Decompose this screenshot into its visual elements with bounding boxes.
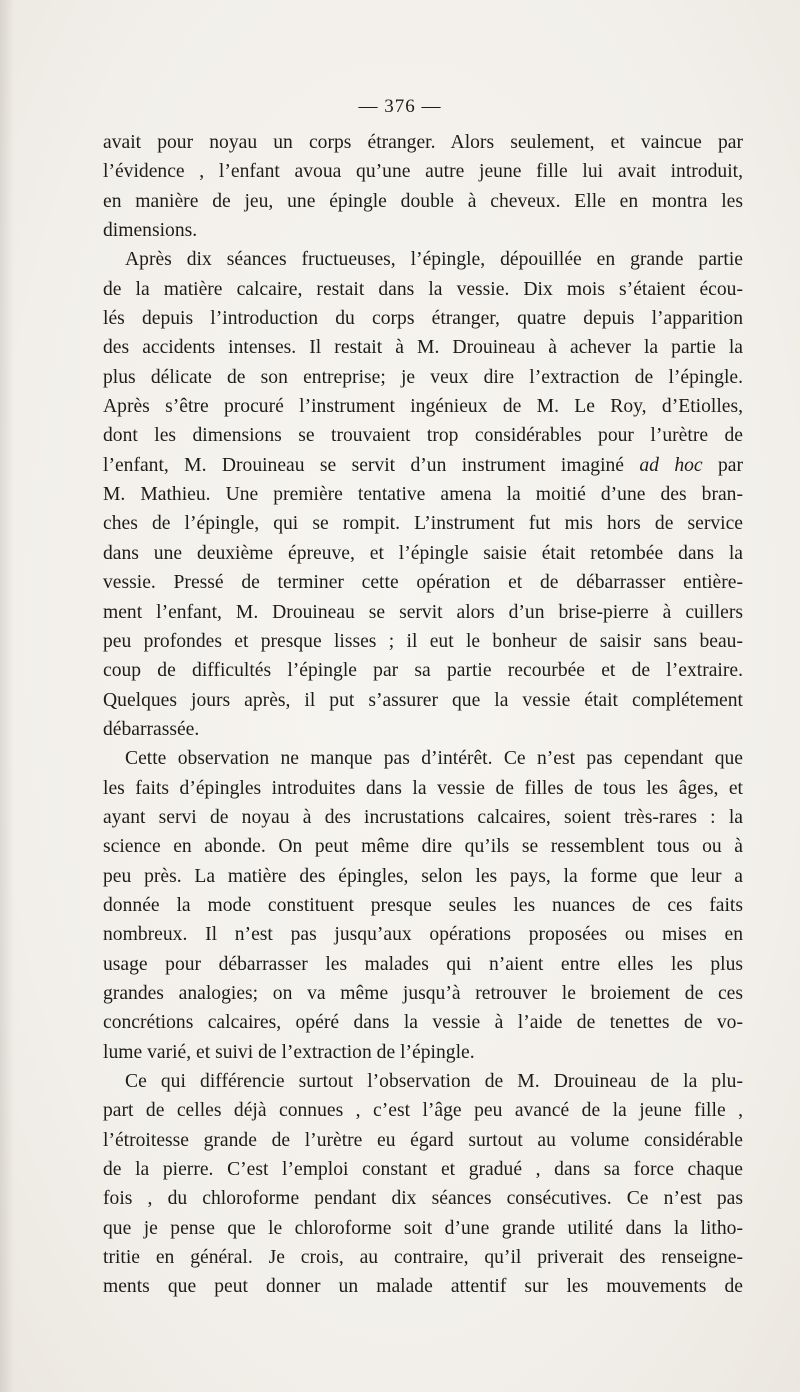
text-line: de la pierre. C’est l’emploi constant et gradué , dans sa force chaque [103, 1159, 743, 1181]
text-line: ments que peut donner un malade attentif sur les mouvements de [103, 1276, 743, 1298]
text-line: l’enfant, M. Drouineau se servit d’un instrument imaginé ad hoc par [103, 454, 743, 476]
text-line: fois , du chloroforme pendant dix séances consécutives. Ce n’est pas [103, 1188, 743, 1210]
text-line: nombreux. Il n’est pas jusqu’aux opérations proposées ou mises en [103, 924, 743, 946]
text-line: lés depuis l’introduction du corps étranger, quatre depuis l’apparition [103, 308, 743, 330]
text-line: dimensions. [103, 220, 198, 242]
text-line: débarrassée. [103, 718, 200, 740]
text-line: concrétions calcaires, opéré dans la vessie à l’aide de tenettes de vo- [103, 1012, 743, 1034]
body-text [103, 128, 743, 1302]
text-line: M. Mathieu. Une première tentative amena la moitié d’une des bran- [103, 484, 743, 506]
text-line: grandes analogies; on va même jusqu’à retrouver le broiement de ces [103, 982, 743, 1004]
text-line: tritie en général. Je crois, au contraire, qu’il priverait des renseigne- [103, 1247, 743, 1269]
text-line: dans une deuxième épreuve, et l’épingle saisie était retombée dans la [103, 542, 743, 564]
paragraph-2 [103, 245, 743, 744]
text-line: en manière de jeu, une épingle double à cheveux. Elle en montra les [103, 190, 743, 212]
text-line: science en abonde. On peut même dire qu’ils se ressemblent tous ou à [103, 836, 743, 858]
paragraph-3 [103, 744, 743, 1067]
text-line: lume varié, et suivi de l’extraction de l’épingle. [103, 1041, 475, 1063]
text-line: ment l’enfant, M. Drouineau se servit alors d’un brise-pierre à cuillers [103, 601, 743, 623]
text-line: coup de difficultés l’épingle par sa partie recourbée et de l’extraire. [103, 660, 743, 682]
text-line: l’étroitesse grande de l’urètre eu égard surtout au volume considérable [103, 1129, 743, 1151]
paragraph-4 [103, 1067, 743, 1302]
text-line: l’évidence , l’enfant avoua qu’une autre jeune fille lui avait introduit, [103, 161, 743, 183]
text-line: de la matière calcaire, restait dans la vessie. Dix mois s’étaient écou- [103, 278, 743, 300]
page-edge-shadow [0, 0, 14, 1392]
text-line: Cette observation ne manque pas d’intérêt. Ce n’est pas cependant que [125, 748, 743, 770]
text-line: que je pense que le chloroforme soit d’une grande utilité dans la litho- [103, 1217, 743, 1239]
text-line: peu profondes et presque lisses ; il eut le bonheur de saisir sans beau- [103, 630, 743, 652]
text-line: ayant servi de noyau à des incrustations calcaires, soient très-rares : la [103, 806, 743, 828]
text-line: peu près. La matière des épingles, selon les pays, la forme que leur a [103, 865, 743, 887]
text-line: vessie. Pressé de terminer cette opération et de débarrasser entière- [103, 572, 743, 594]
text-line: donnée la mode constituent presque seules les nuances de ces faits [103, 894, 743, 916]
page-number: — 376 — [358, 96, 442, 117]
italic-phrase: ad hoc [639, 454, 703, 476]
text-line: usage pour débarrasser les malades qui n’aient entre elles les plus [103, 953, 743, 975]
text-line: plus délicate de son entreprise; je veux dire l’extraction de l’épingle. [103, 366, 743, 388]
text-line: dont les dimensions se trouvaient trop considérables pour l’urètre de [103, 425, 743, 447]
text-line: Après s’être procuré l’instrument ingénieux de M. Le Roy, d’Etiolles, [103, 396, 743, 418]
text-line: Ce qui différencie surtout l’observation de M. Drouineau de la plu- [125, 1071, 743, 1092]
text-line: ches de l’épingle, qui se rompit. L’instrument fut mis hors de service [103, 513, 743, 535]
text-line: part de celles déjà connues , c’est l’âge peu avancé de la jeune fille , [103, 1100, 743, 1122]
text-line: des accidents intenses. Il restait à M. Drouineau à achever la partie la [103, 337, 743, 359]
paragraph-1 [103, 128, 743, 245]
text-line: les faits d’épingles introduites dans la vessie de filles de tous les âges, et [103, 777, 743, 799]
text-line: Quelques jours après, il put s’assurer que la vessie était complétement [103, 689, 743, 711]
text-line: Après dix séances fructueuses, l’épingle, dépouillée en grande partie [125, 249, 743, 271]
text-line: avait pour noyau un corps étranger. Alors seulement, et vaincue par [103, 132, 743, 153]
